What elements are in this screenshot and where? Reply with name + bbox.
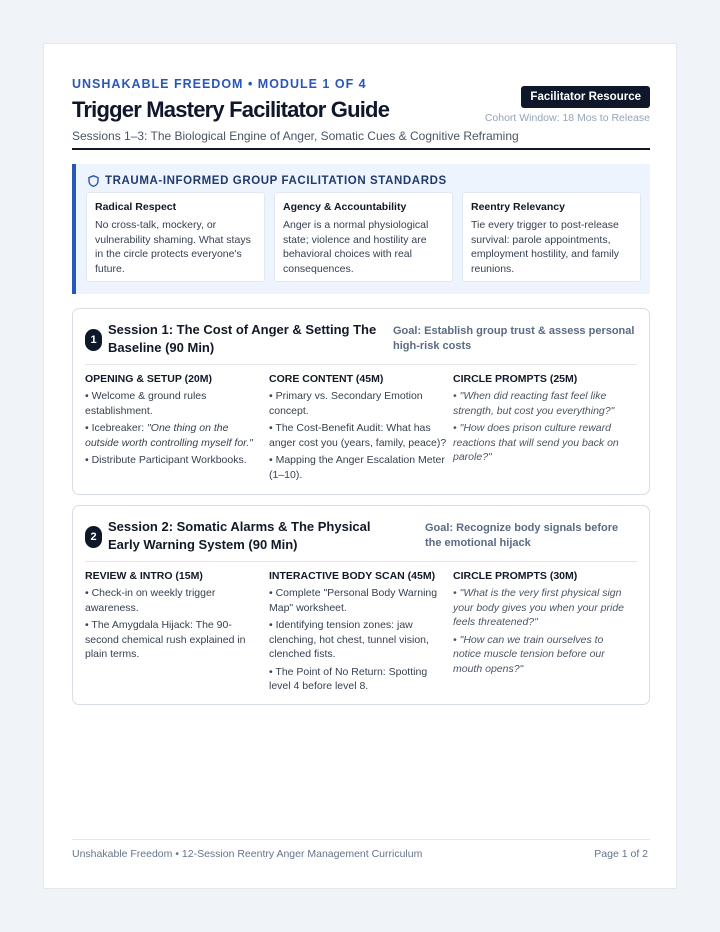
standard-text: Tie every trigger to post-release survival: parole appointments, employment hostility, and family reunions. [471,219,620,275]
list-item: • Distribute Participant Workbooks. [85,454,247,466]
session-card-2 [72,505,650,705]
standard-text: Anger is a normal physiological state; violence and hostility are behavioral choices with real consequences. [283,219,429,275]
standard-card-radical-respect [86,192,265,282]
session-column-review [85,570,269,697]
session-title: Session 1: The Cost of Anger & Setting The Baseline (90 Min) [108,322,377,355]
session-title: Session 2: Somatic Alarms & The Physical Early Warning System (90 Min) [108,519,371,552]
session-number-badge: 1 [85,329,102,351]
column-heading: OPENING & SETUP (20M) [85,373,212,385]
column-heading: INTERACTIVE BODY SCAN (45M) [269,570,436,582]
list-item: • Mapping the Anger Escalation Meter (1–10). [269,454,445,481]
standards-heading [88,175,447,187]
list-item: • "How can we train ourselves to notice muscle tension before our mouth opens?" [453,633,605,675]
list-item-label: • Icebreaker: [85,422,148,434]
session-card-1 [72,308,650,495]
column-heading: CIRCLE PROMPTS (30M) [453,570,578,582]
list-item: • Welcome & ground rules establishment. [85,390,207,417]
column-heading: CORE CONTENT (45M) [269,373,384,385]
session-goal: Goal: Establish group trust & assess personal high-risk costs [393,325,635,352]
header-divider [72,148,650,150]
standard-text: No cross-talk, mockery, or vulnerability shaming. What stays in the circle protects everyone's future. [95,219,251,275]
facilitation-standards [72,164,650,294]
list-item: • The Point of No Return: Spotting level 4 before level 8. [269,665,428,692]
page-title: Trigger Mastery Facilitator Guide [72,97,390,122]
cohort-window: Cohort Window: 18 Mos to Release [484,112,650,124]
page-subtitle: Sessions 1–3: The Biological Engine of Anger, Somatic Cues & Cognitive Reframing [72,129,519,143]
standards-title: TRAUMA-INFORMED GROUP FACILITATION STANDARDS [105,175,447,187]
session-column-opening [85,373,269,485]
footer-divider [72,839,650,840]
list-item: • The Cost-Benefit Audit: What has anger cost you (years, family, peace)? [269,422,447,449]
footer-curriculum: Unshakable Freedom • 12-Session Reentry Anger Management Curriculum [72,848,423,860]
session-column-body-scan [269,570,453,697]
list-item: • Check-in on weekly trigger awareness. [85,587,216,614]
shield-icon [88,175,99,187]
list-item: • Primary vs. Secondary Emotion concept. [269,390,423,417]
facilitator-badge: Facilitator Resource [521,86,650,108]
list-item: • The Amygdala Hijack: The 90-second chemical rush explained in plain terms. [85,619,246,660]
list-item: • Complete "Personal Body Warning Map" worksheet. [269,587,438,614]
standard-card-agency [274,192,453,282]
standard-title: Reentry Relevancy [471,201,565,213]
icebreaker-quote: "One thing on the outside worth controlling myself for." [85,422,253,449]
column-heading: CIRCLE PROMPTS (25M) [453,373,578,385]
standard-title: Radical Respect [95,201,177,213]
document-page [43,43,677,889]
page-number: Page 1 of 2 [594,848,648,860]
list-item: • Identifying tension zones: jaw clenching, hot chest, tunnel vision, clenched fists. [269,619,429,660]
list-item [85,421,269,450]
standard-title: Agency & Accountability [283,201,407,213]
list-item: • "What is the very first physical sign your body gives you when your pride feels threatened?" [453,587,625,628]
list-item: • "How does prison culture reward reactions that will send you back on parole?" [453,422,619,463]
list-item: • "When did reacting fast feel like strength, but cost you everything?" [453,390,615,417]
session-column-core [269,373,453,485]
module-eyebrow: UNSHAKABLE FREEDOM • MODULE 1 OF 4 [72,77,367,91]
standard-card-reentry [462,192,641,282]
session-goal: Goal: Recognize body signals before the emotional hijack [425,522,619,549]
column-heading: REVIEW & INTRO (15M) [85,570,203,582]
session-column-prompts [453,570,637,697]
session-column-prompts [453,373,637,485]
header [72,77,650,143]
session-number-badge: 2 [85,526,102,548]
